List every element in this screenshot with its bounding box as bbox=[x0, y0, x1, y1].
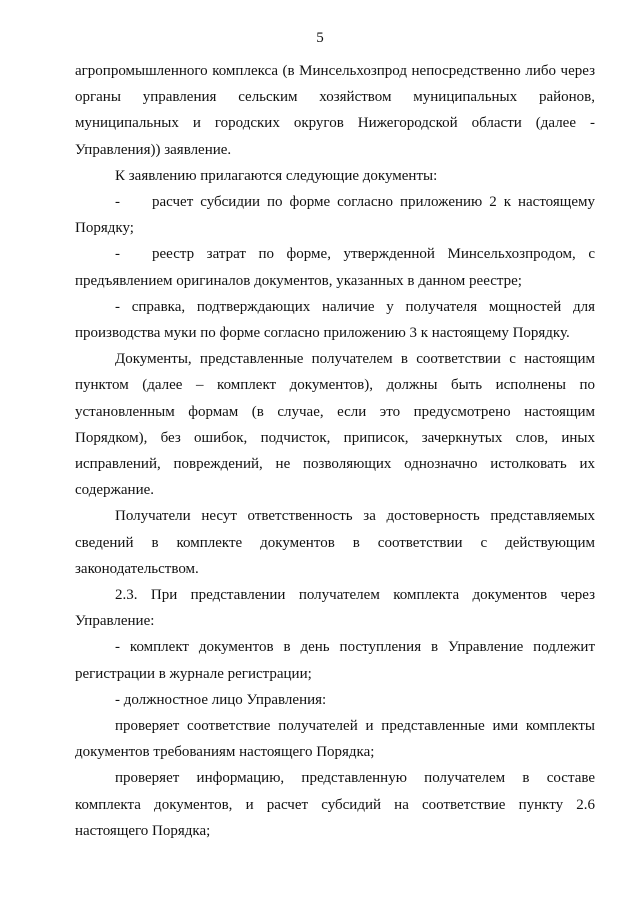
dash-marker: - bbox=[115, 194, 120, 211]
paragraph: проверяет соответствие получателей и представленные ими комплекты документов требованиям настоящего Порядка; bbox=[75, 718, 595, 761]
list-item: - комплект документов в день поступления в Управление подлежит регистрации в журнале регистрации; bbox=[75, 639, 595, 682]
list-item: - должностное лицо Управления: bbox=[115, 691, 327, 708]
section-paragraph: 2.3. При представлении получателем комплекта документов через Управление: bbox=[75, 587, 595, 630]
paragraph: Получатели несут ответственность за достоверность представляемых сведений в комплекте документов в соответствии с действующим законодательством. bbox=[75, 508, 595, 577]
list-item-text: расчет субсидии по форме согласно приложению 2 к настоящему Порядку; bbox=[75, 194, 595, 237]
list-item bbox=[75, 241, 595, 293]
dash-marker: - bbox=[115, 246, 120, 263]
paragraph: Документы, представленные получателем в соответствии с настоящим пунктом (далее – комплект документов), должны быть исполнены по установленным формам (в случае, если это предусмотрено настоящим Порядком), без ошибок, подчисток, приписок, зачеркнутых слов, иных исправлений, повреждений, не позволяющих однозначно истолковать их содержание. bbox=[75, 351, 595, 499]
list-item-text: реестр затрат по форме, утвержденной Минсельхозпродом, с предъявлением оригиналов документов, указанных в данном реестре; bbox=[75, 246, 595, 289]
paragraph: агропромышленного комплекса (в Минсельхозпрод непосредственно либо через органы управления сельским хозяйством муниципальных районов, муниципальных и городских округов Нижегородской области (далее - Управления)) заявление. bbox=[75, 63, 595, 158]
paragraph: К заявлению прилагаются следующие документы: bbox=[115, 167, 438, 184]
list-item bbox=[75, 189, 595, 241]
paragraph: проверяет информацию, представленную получателем в составе комплекта документов, и расчет субсидий на соответствие пункту 2.6 настоящего Порядка; bbox=[75, 770, 595, 839]
list-item: - справка, подтверждающих наличие у получателя мощностей для производства муки по форме согласно приложению 3 к настоящему Порядку. bbox=[75, 298, 595, 342]
page-number: 5 bbox=[316, 30, 324, 46]
document-body bbox=[75, 58, 595, 844]
